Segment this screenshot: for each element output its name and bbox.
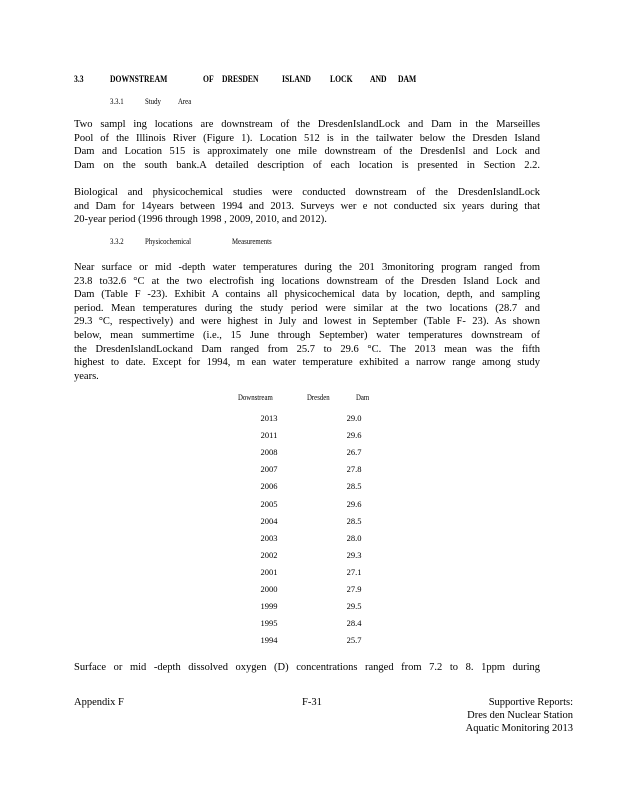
paragraph-temperatures — [74, 261, 540, 383]
heading-word: LOCK — [330, 74, 353, 84]
section-number: 3.3 — [74, 74, 84, 84]
table-cell-year: 2008 — [260, 447, 278, 458]
paragraph-line: 29.3 °C, respectively) and were highest in July and lowest in September (Table F- 23). As shown — [74, 316, 540, 328]
table-cell-year: 2003 — [260, 532, 278, 543]
table-cell-year: 1994 — [260, 635, 278, 646]
paragraph-line: and Dam for 14years between 1994 and 2013. Surveys wer e not conducted six years during that — [74, 200, 540, 212]
paragraph-line: period. Mean temperatures during the study period were similar at the two locations (28.7 and — [74, 302, 540, 314]
paragraph-line: the DresdenIslandLockand Dam ranged from 25.7 to 29.6 °C. The 2013 mean was the fifth — [74, 343, 540, 355]
table-cell-year: 2001 — [260, 566, 278, 577]
table-header: Dam — [356, 393, 370, 402]
table-cell-temperature: 29.3 — [346, 549, 362, 560]
heading-word: DRESDEN — [222, 74, 259, 84]
paragraph-line: Two sampl ing locations are downstream of the DresdenIslandLock and Dam in the Marseilles — [74, 119, 540, 130]
heading-word: DOWNSTREAM — [110, 74, 168, 84]
paragraph-study-area — [74, 118, 540, 172]
table-cell-temperature: 27.1 — [346, 566, 362, 577]
paragraph-studies — [74, 186, 540, 227]
table-cell-year: 2007 — [260, 464, 278, 475]
table-cell-temperature: 29.5 — [346, 601, 362, 612]
footer-appendix: Appendix F — [74, 697, 124, 708]
table-header: Downstream — [238, 393, 273, 402]
table-cell-temperature: 27.8 — [346, 464, 362, 475]
subsection-word: Measurements — [232, 237, 272, 246]
table-cell-temperature: 26.7 — [346, 447, 362, 458]
paragraph-line: 23.8 to32.6 °C at the two electrofish ing locations downstream of the Dresden Island Lock and — [74, 275, 540, 287]
table-cell-temperature: 28.5 — [346, 481, 362, 492]
heading-word: OF — [203, 74, 214, 84]
paragraph-line: Biological and physicochemical studies were conducted downstream of the DresdenIslandLock — [74, 187, 540, 198]
paragraph-line: highest to date. Except for 1994, m ean water temperature exhibited a narrow range among study — [74, 357, 540, 369]
table-cell-year: 1999 — [260, 601, 278, 612]
table-cell-temperature: 28.0 — [346, 532, 362, 543]
paragraph-line: 20-year period (1996 through 1998 , 2009, 2010, and 2012). — [74, 214, 327, 226]
table-cell-temperature: 28.4 — [346, 618, 362, 629]
footer-report-title: Dres den Nuclear Station — [467, 710, 573, 721]
table-cell-year: 2011 — [260, 430, 278, 441]
table-cell-year: 2000 — [260, 584, 278, 594]
paragraph-line: Near surface or mid -depth water temperatures during the 201 3monitoring program ranged from — [74, 262, 540, 273]
table-cell-temperature: 27.9 — [346, 584, 362, 594]
table-header: Dresden — [307, 393, 330, 402]
subsection-word: Physicochemical — [145, 237, 192, 246]
table-cell-temperature: 29.0 — [346, 413, 362, 423]
paragraph-line: years. — [74, 370, 99, 382]
table-cell-year: 1995 — [260, 618, 278, 629]
table-cell-year: 2004 — [260, 515, 278, 526]
paragraph-line: Dam on the south bank.A detailed description of each location is presented in Section 2.2. — [74, 159, 540, 171]
paragraph-line: Pool of the Illinois River (Figure 1). Location 512 is in the tailwater below the Dresden Island — [74, 132, 540, 144]
heading-word: AND — [370, 74, 387, 84]
paragraph-dissolved-oxygen — [74, 661, 540, 675]
paragraph-line: Dam (Table F -23). Exhibit A contains all physicochemical data by location, depth, and sampling — [74, 289, 540, 301]
paragraph-line: Dam and Location 515 is approximately one mile downstream of the DresdenIsl and Lock and — [74, 146, 540, 158]
subsection-number: 3.3.2 — [110, 237, 124, 246]
heading-word: DAM — [398, 74, 417, 84]
footer-report-title: Supportive Reports: — [488, 697, 573, 708]
table-cell-temperature: 29.6 — [346, 498, 362, 509]
footer-report-title: Aquatic Monitoring 2013 — [465, 723, 573, 734]
paragraph-line: below, mean summertime (i.e., 15 June through September) water temperatures downstream of — [74, 329, 540, 341]
table-cell-year: 2002 — [260, 549, 278, 560]
table-cell-temperature: 29.6 — [346, 430, 362, 441]
subsection-word: Area — [178, 97, 192, 106]
table-cell-year: 2013 — [260, 413, 278, 423]
subsection-number: 3.3.1 — [110, 97, 124, 106]
table-cell-year: 2005 — [260, 498, 278, 509]
table-cell-temperature: 28.5 — [346, 515, 362, 526]
table-cell-year: 2006 — [260, 481, 278, 492]
footer-page-number: F-31 — [302, 697, 322, 708]
heading-word: ISLAND — [282, 74, 311, 84]
subsection-word: Study — [145, 97, 161, 106]
paragraph-line: Surface or mid -depth dissolved oxygen (D) concentrations ranged from 7.2 to 8. 1ppm during — [74, 662, 540, 673]
table-cell-temperature: 25.7 — [346, 635, 362, 646]
